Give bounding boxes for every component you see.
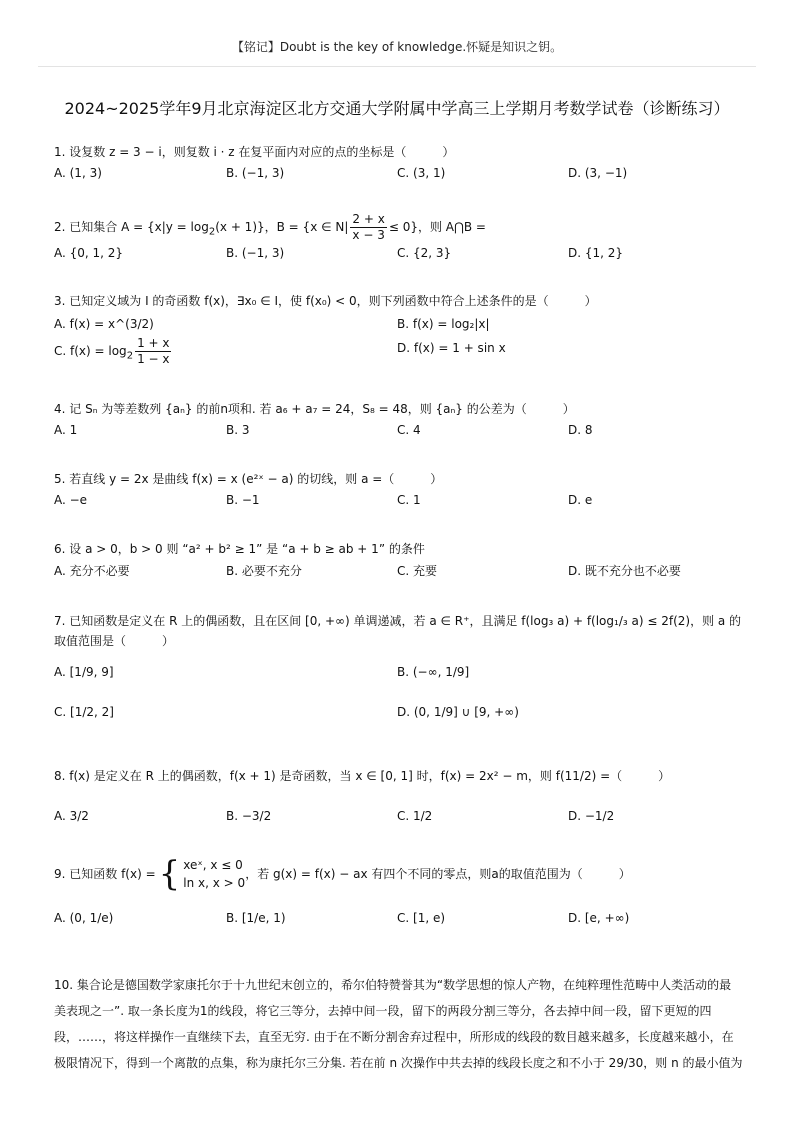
header-divider [38,66,756,67]
option-c: C. [1, e) [397,911,446,925]
option-a: A. (0, 1/e) [54,911,114,925]
stem-part: ，若 g(x) = f(x) − ax 有四个不同的零点，则a的取值范围为（ ） [245,867,631,881]
fraction-numerator: 1 + x [137,336,170,350]
question-stem: 3. 已知定义域为 I 的奇函数 f(x)，∃x₀ ∈ I，使 f(x₀) < 0，则下列函数中符合上述条件的是（ ） [54,294,597,308]
question-9 [54,856,744,892]
question-1 [54,142,744,162]
option-b: B. 必要不充分 [226,564,302,578]
option-a: A. {0, 1, 2} [54,246,124,260]
option-c: C. 1 [397,493,421,507]
question-stem: 8. f(x) 是定义在 R 上的偶函数，f(x + 1) 是奇函数，当 x ∈ [0, 1] 时，f(x) = 2x² − m，则 f(11/2) =（ ） [54,769,671,783]
paragraph-line: 10. 集合论是德国数学家康托尔于十九世纪末创立的，希尔伯特赞誉其为“数学思想的惊人产物，在纯粹理性范畴中人类活动的最 [54,978,732,992]
option-c: C. 1/2 [397,809,433,823]
fraction [135,336,171,367]
option-b: B. (−1, 3) [226,166,285,180]
question-stem [54,856,744,892]
question-stem: 4. 记 Sₙ 为等差数列 {aₙ} 的前n项和. 若 a₆ + a₇ = 24，S₈ = 48，则 {aₙ} 的公差为（ ） [54,402,575,416]
option-c [54,336,173,367]
option-b: B. (−1, 3) [226,246,285,260]
paragraph-line: 美表现之一”. 取一条长度为1的线段，将它三等分，去掉中间一段，留下的两段分割三等分，各去掉中间一段，留下更短的四 [54,1004,712,1018]
option-a: A. −e [54,493,88,507]
option-d: D. 8 [568,423,593,437]
stem-part: ≤ 0}，则 A⋂B = [388,220,486,234]
option-a: A. 3/2 [54,809,89,823]
option-a: A. [1/9, 9] [54,665,114,679]
question-stem-line-1: 7. 已知函数是定义在 R 上的偶函数，且在区间 [0, +∞) 单调递减，若 a ∈ R⁺，且满足 f(log₃ a) + f(log₁/₃ a) ≤ 2f(2)，则 a 的 [54,614,742,628]
question-5 [54,469,744,489]
question-stem [54,212,744,243]
brace-symbol: { [158,854,181,894]
option-b: B. f(x) = log₂|x| [397,317,490,331]
stem-part: 9. 已知函数 f(x) = [54,867,156,881]
fraction-denominator: x − 3 [352,228,385,242]
question-3 [54,291,744,311]
option-c: C. 充要 [397,564,438,578]
option-a: A. 1 [54,423,78,437]
stem-part: 2. 已知集合 A = {x|y = log [54,220,209,234]
option-b: B. (−∞, 1/9] [397,665,470,679]
stem-part: (x + 1)}，B = {x ∈ N| [215,220,349,234]
page-header-motto: 【铭记】Doubt is the key of knowledge.怀疑是知识之钥。 [231,40,563,54]
log-base: 2 [126,350,134,362]
question-10 [54,972,744,1076]
option-d: D. (3, −1) [568,166,628,180]
option-a: A. (1, 3) [54,166,102,180]
question-stem: 1. 设复数 z = 3 − i，则复数 i · z 在复平面内对应的点的坐标是（ ） [54,145,455,159]
fraction-denominator: 1 − x [137,352,170,366]
option-c: C. 4 [397,423,421,437]
option-c: C. {2, 3} [397,246,452,260]
question-4 [54,399,744,419]
question-7 [54,611,744,651]
log-base: 2 [208,226,216,238]
case-1: xeˣ, x ≤ 0 [183,858,243,872]
option-d: D. (0, 1/9] ∪ [9, +∞) [397,705,519,719]
question-stem: 5. 若直线 y = 2x 是曲线 f(x) = x (e²ˣ − a) 的切线，则 a =（ ） [54,472,443,486]
option-c: C. (3, 1) [397,166,446,180]
option-d: D. e [568,493,593,507]
option-d: D. −1/2 [568,809,615,823]
question-6 [54,539,744,559]
piecewise-cases [183,856,245,892]
option-d: D. {1, 2} [568,246,624,260]
question-2 [54,212,744,243]
option-c: C. [1/2, 2] [54,705,114,719]
exam-title: 2024~2025学年9月北京海淀区北方交通大学附属中学高三上学期月考数学试卷（诊断练习） [64,99,730,118]
paragraph-line: 极限情况下，得到一个离散的点集，称为康托尔三分集. 若在前 n 次操作中共去掉的线段长度之和不小于 29/30，则 n 的最小值为 [54,1056,743,1070]
question-stem-line-2: 取值范围是（ ） [54,634,175,648]
paragraph-line: 段，……，将这样操作一直继续下去，直至无穷. 由于在不断分割舍弃过程中，所形成的线段的数目越来越多，长度越来越小，在 [54,1030,734,1044]
question-stem: 6. 设 a > 0，b > 0 则 “a² + b² ≥ 1” 是 “a + b ≥ ab + 1” 的条件 [54,542,425,556]
option-b: B. −1 [226,493,260,507]
option-d: D. [e, +∞) [568,911,630,925]
option-a: A. 充分不必要 [54,564,130,578]
case-2: ln x, x > 0 [183,876,246,890]
option-a: A. f(x) = x^(3/2) [54,317,154,331]
option-b: B. [1/e, 1) [226,911,286,925]
fraction [350,212,386,243]
option-c-text: C. f(x) = log [54,344,127,358]
option-d: D. 既不充分也不必要 [568,564,681,578]
option-b: B. −3/2 [226,809,272,823]
option-b: B. 3 [226,423,250,437]
question-8 [54,766,744,786]
fraction-numerator: 2 + x [352,212,385,226]
option-d: D. f(x) = 1 + sin x [397,341,506,355]
